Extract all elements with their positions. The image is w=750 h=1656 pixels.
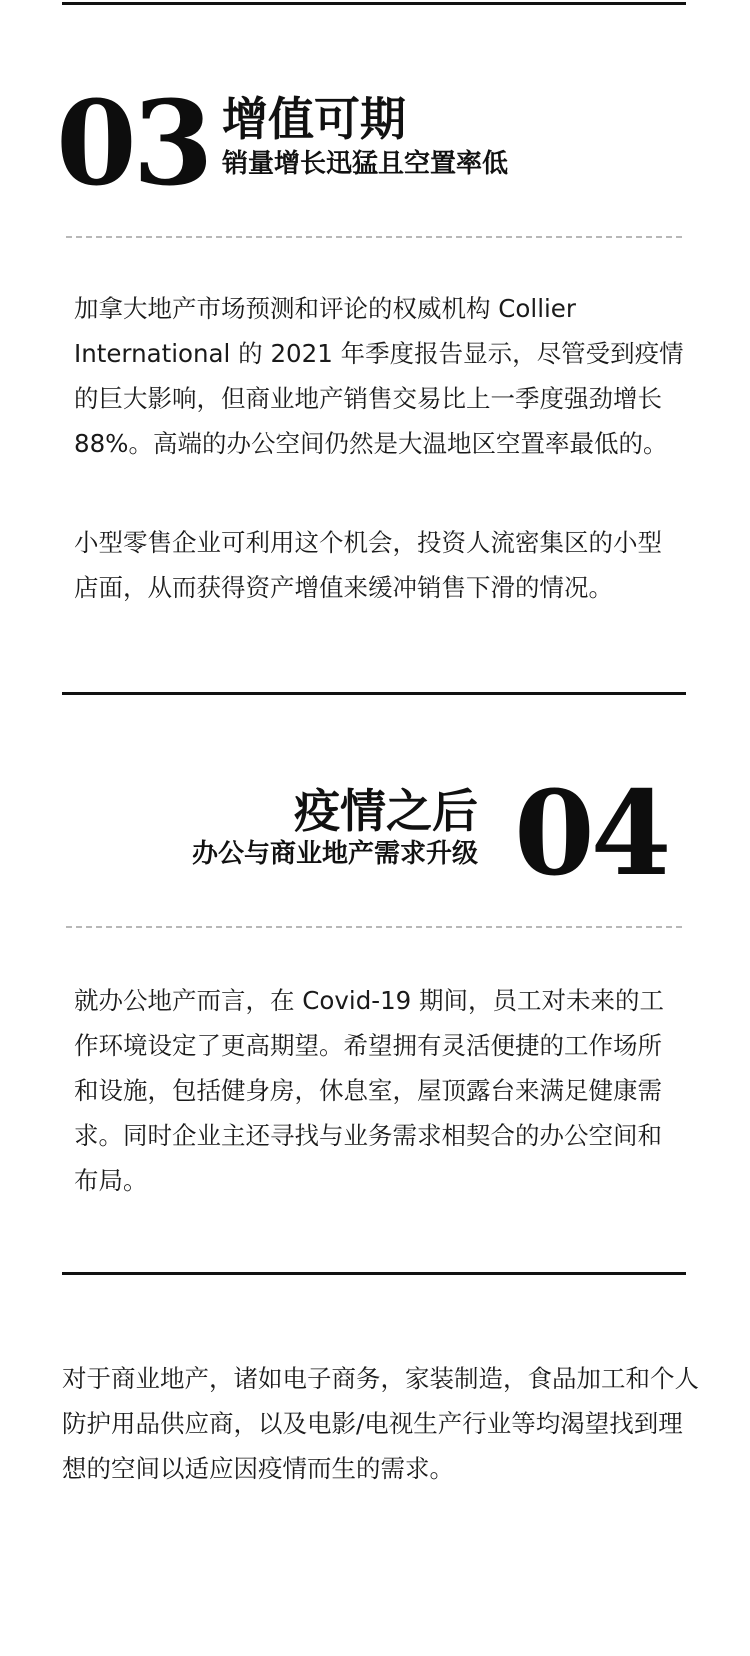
section-divider-1	[62, 692, 686, 695]
section-4-dashed-divider	[66, 926, 682, 928]
section-3-number: 03	[56, 76, 210, 212]
section-4-paragraph-1: 就办公地产而言，在 Covid-19 期间，员工对未来的工作环境设定了更高期望。希望拥有灵活便捷的工作场所和设施，包括健身房，休息室，屋顶露台来满足健康需求。同时企业主还寻找与业务需求相契合的办公空间和布局。	[74, 986, 665, 1195]
top-divider	[62, 2, 686, 5]
closing-paragraph: 对于商业地产，诸如电子商务，家装制造，食品加工和个人防护用品供应商，以及电影/电视生产行业等均渴望找到理想的空间以适应因疫情而生的需求。	[62, 1364, 699, 1483]
section-4-subtitle: 办公与商业地产需求升级	[191, 839, 478, 869]
section-4-number: 04	[514, 766, 668, 902]
section-3-paragraph-2: 小型零售企业可利用这个机会，投资人流密集区的小型店面，从而获得资产增值来缓冲销售下滑的情况。	[74, 528, 662, 602]
section-3-subtitle: 销量增长迅猛且空置率低	[222, 149, 509, 179]
section-3-title: 增值可期	[222, 92, 406, 146]
section-4-title: 疫情之后	[294, 784, 478, 838]
section-3-dashed-divider	[66, 236, 682, 238]
section-3-paragraph-1: 加拿大地产市场预测和评论的权威机构 Collier International 的 2021 年季度报告显示，尽管受到疫情的巨大影响，但商业地产销售交易比上一季度强劲增长 88%。高端的办公空间仍然是大温地区空置率最低的。	[74, 294, 684, 458]
section-divider-2	[62, 1272, 686, 1275]
